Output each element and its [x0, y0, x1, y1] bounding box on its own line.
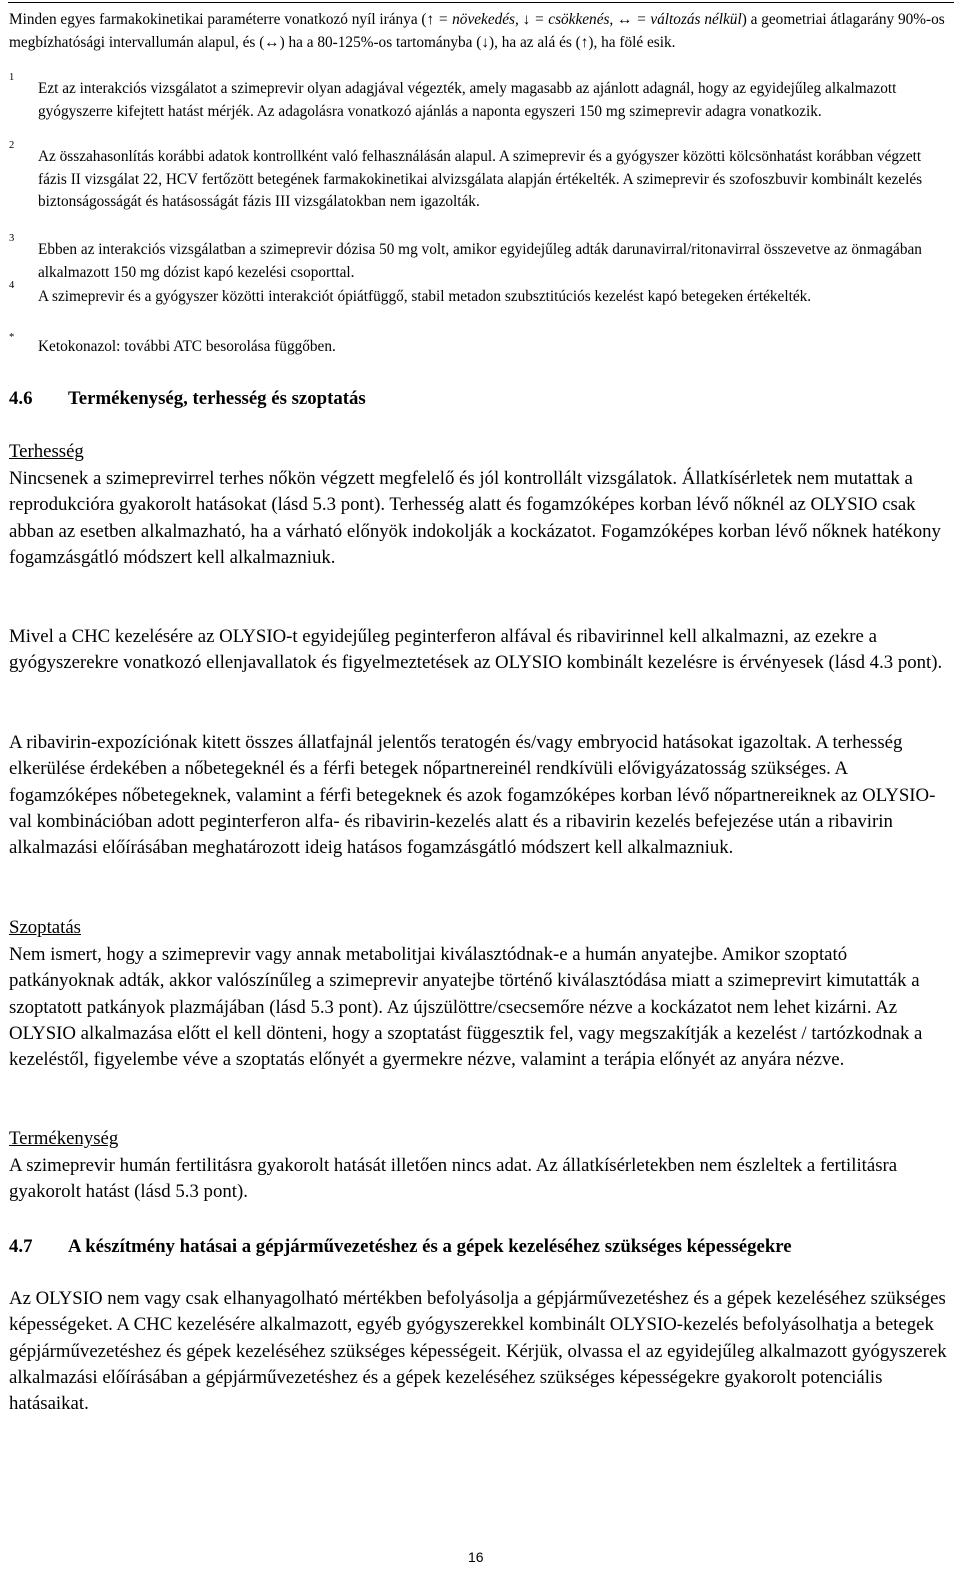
footnote-marker: *	[9, 332, 15, 343]
paragraph-szoptatas: Nem ismert, hogy a szimeprevir vagy annak metabolitjai kiválasztódnak-e a humán anyatejbe. Amikor szoptató patkányoknak adták, akkor valószínűleg a szimeprevir anyatejbe történő kiválasztódása miatt a szimeprevirt kimutatták a szoptatott patkányok plazmájában (lásd 5.3 pont). Az újszülöttre/csecsemőre nézve a kockázatot nem lehet kizárni. Az OLYSIO alkalmazása előtt el kell dönteni, hogy a szoptatást függesztik fel, vagy megszakítják a kezelést / tartózkodnak a kezeléstől, figyelembe véve a szoptatás előnyét a gyermekre nézve, valamint a terápia előnyét az anyára nézve.	[9, 944, 923, 1071]
subheading-termekenyseg: Termékenység	[9, 1128, 119, 1149]
subheading-szoptatas: Szoptatás	[9, 917, 81, 938]
paragraph-4-7: Az OLYSIO nem vagy csak elhanyagolható mértékben befolyásolja a gépjárművezetéshez és a gépek kezeléséhez szükséges képességeket. A CHC kezelésére alkalmazott, egyéb gyógyszerekkel kombinált OLYSIO-kezelés befolyásolhatja a betegek gépjárművezetéshez és gépek kezeléséhez szükséges képességeit. Kérjük, olvassa el az egyidejűleg alkalmazott gyógyszerek alkalmazási előírásában a gépjárművezetéshez és a gépek kezeléséhez szükséges képességekre gyakorolt potenciális hatásaikat.	[9, 1288, 947, 1415]
paragraph-terhesseg-3: A ribavirin-expozíciónak kitett összes állatfajnál jelentős teratogén és/vagy embryocid hatásokat igazoltak. A terhesség elkerülése érdekében a nőbetegeknél és a férfi betegek nőpartnereinél rendkívüli elővigyázatosság szükséges. A fogamzóképes nőbetegeknek, valamint a férfi betegeknek és azok fogamzóképes korban lévő nőpartnereiknek az OLYSIO-val kombinációban adott peginterferon alfa- és ribavirin-kezelés alatt és a ribavirin kezelés befejezése után a ribavirin alkalmazási előírásában meghatározott ideig hatásos fogamzásgátló módszert kell alkalmazniuk.	[9, 732, 936, 859]
footnote-text: A szimeprevir és a gyógyszer közötti interakciót ópiátfüggő, stabil metadon szubsztitúciós kezelést kapó betegeken értékelték.	[38, 288, 812, 305]
paragraph-terhesseg-2: Mivel a CHC kezelésére az OLYSIO-t egyidejűleg peginterferon alfával és ribavirinnel kell alkalmazni, az ezekre a gyógyszerekre vonatkozó ellenjavallatok és figyelmeztetések az OLYSIO kombinált kezelésre is érvényesek (lásd 4.3 pont).	[9, 626, 943, 674]
arrow-left-right-icon: ↔	[264, 33, 280, 51]
section-title: Termékenység, terhesség és szoptatás	[68, 388, 366, 409]
footnote-3	[9, 233, 949, 284]
arrow-down-icon: ↓	[481, 33, 490, 51]
arrow-up-icon: ↑	[426, 11, 435, 28]
section-number: 4.6	[9, 388, 33, 409]
footnote-marker: 4	[9, 280, 15, 291]
footnote-text: Ezt az interakciós vizsgálatot a szimeprevir olyan adagjával végezték, amely magasabb az ajánlott adagnál, hogy az egyidejűleg alkalmazott gyógyszerre kifejtett hatást mérjék. Az adagolásra vonatkozó ajánlás a naponta egyszeri 150 mg szimeprevir adagra vonatkozik.	[38, 80, 897, 120]
paragraph-termekenyseg: A szimeprevir humán fertilitásra gyakorolt hatását illetően nincs adat. Az állatkísérletekben nem észleltek a fertilitásra gyakorolt hatást (lásd 5.3 pont).	[9, 1155, 898, 1203]
footnote-1	[9, 72, 949, 123]
footnote-legend: Minden egyes farmakokinetikai paraméterre vonatkozó nyíl iránya (↑ = növekedés, ↓ = csökkenés, ↔ = változás nélkül) a geometriai átlagarány 90%-os megbízhatósági intervallumán alapul, és (↔) ha a 80-125%-os tartományba (↓), ha az alá és (↑), ha fölé esik.	[9, 11, 945, 51]
section-number: 4.7	[9, 1236, 33, 1257]
paragraph-terhesseg-1: Nincsenek a szimeprevirrel terhes nőkön végzett megfelelő és jól kontrollált vizsgálatok. Állatkísérletek nem mutattak a reprodukcióra gyakorolt hatásokat (lásd 5.3 pont). Terhesség alatt és fogamzóképes korban lévő nőknél az OLYSIO csak abban az esetben alkalmazható, ha a várható előnyök indokolják a kockázatot. Fogamzóképes korban lévő nőknek hatékony fogamzásgátló módszert kell alkalmazniuk.	[9, 468, 941, 568]
section-4-7-heading	[9, 1235, 792, 1259]
footnote-text: Az összahasonlítás korábbi adatok kontrollként való felhasználásán alapul. A szimeprevir és a gyógyszer közötti kölcsönhatást korábban végzett fázis II vizsgálat 22, HCV fertőzött betegének farmakokinetikai alvizsgálata alapján értékelték. A szimeprevir és szofoszbuvir kombinált kezelés biztonságosságát és hatásosságát fázis III vizsgálatokban nem igazolták.	[38, 148, 923, 210]
top-rule	[8, 2, 954, 3]
footnote-text: Ebben az interakciós vizsgálatban a szimeprevir dózisa 50 mg volt, amikor egyidejűleg adták darunavirral/ritonavirral összevetve az önmagában alkalmazott 150 mg dózist kapó kezelési csoporttal.	[38, 241, 922, 281]
arrow-left-right-icon: ↔	[617, 11, 633, 28]
section-4-6-heading	[9, 387, 366, 411]
footnote-asterisk	[9, 332, 949, 359]
subheading-terhesseg: Terhesség	[9, 441, 84, 462]
page-number: 16	[468, 1549, 484, 1565]
footnote-marker: 2	[9, 140, 15, 151]
footnote-2	[9, 140, 949, 214]
footnote-text: Ketokonazol: további ATC besorolása függőben.	[38, 338, 336, 355]
footnote-4	[9, 280, 949, 309]
footnote-marker: 1	[9, 72, 15, 83]
section-title: A készítmény hatásai a gépjárművezetéshez és a gépek kezeléséhez szükséges képességekre	[68, 1236, 792, 1257]
footnote-marker: 3	[9, 233, 15, 244]
arrow-up-icon: ↑	[580, 33, 589, 51]
arrow-down-icon: ↓	[522, 11, 531, 28]
